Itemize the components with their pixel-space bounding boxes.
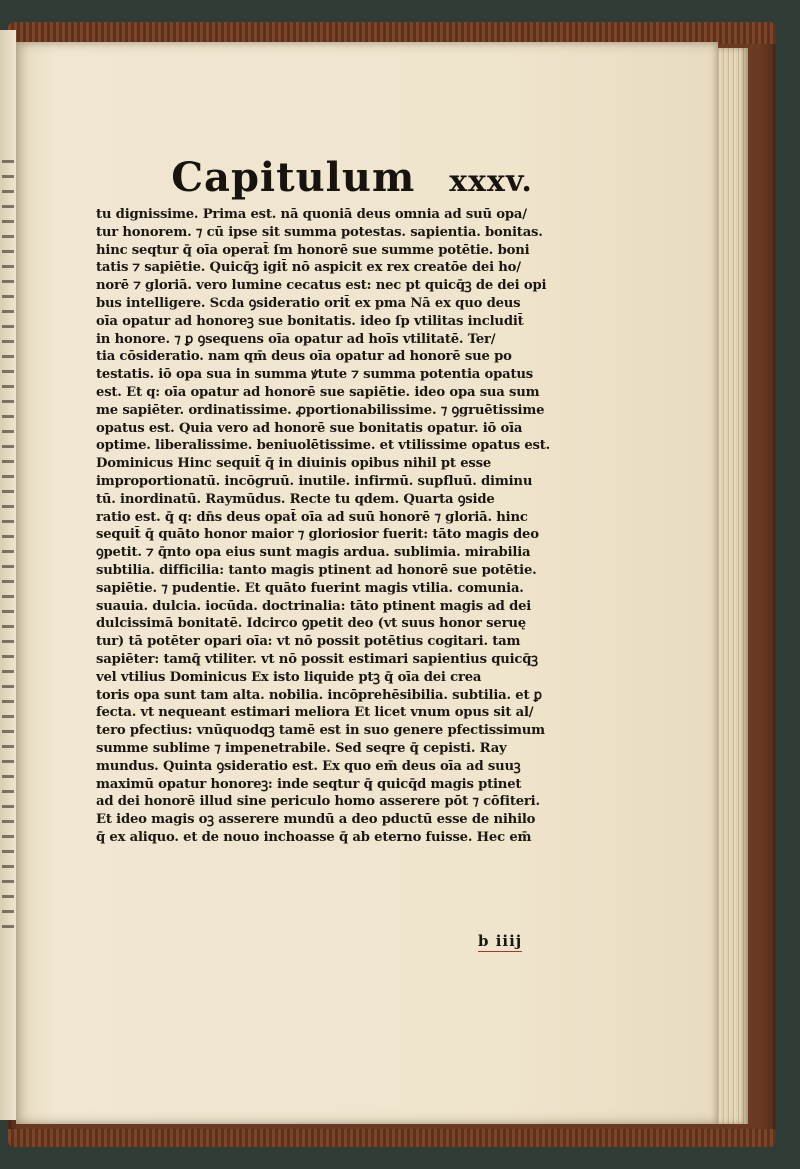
text-line: suauia. dulcia. iocūda. doctrinalia: tāto ptinent magis ad dei <box>96 598 532 614</box>
text-line: tur honorem. ⁊ cū ipse sit summa potestas. sapientia. bonitas. <box>96 224 543 240</box>
text-line: summe sublime ⁊ impenetrabile. Sed seqre q̄ cepisti. Ray <box>96 740 507 756</box>
text-line: q̄ ex aliquo. et de nouo inchoasse q̄ ab eterno fuisse. Hec em̄ <box>96 829 532 845</box>
text-line: ꝯpetit. ⁊ q̄nto opa eius sunt magis ardua. sublimia. mirabilia <box>96 545 531 561</box>
text-line: toris opa sunt tam alta. nobilia. incōprehēsibilia. subtilia. et ꝑ <box>96 687 542 703</box>
text-line: vel vtilius Dominicus Ex isto liquide ptꝫ q̄ oīa dei crea <box>96 669 482 685</box>
text-line: tero pfectius: vnūquodqꝫ tamē est in suo genere pfectissimum <box>96 723 545 739</box>
text-line: dulcissimā bonitatē. Idcirco ꝯpetit deo (vt suus honor seruę <box>96 616 526 632</box>
text-line: tū. inordinatū. Raymūdus. Recte tu qdem. Quarta ꝯside <box>96 491 495 507</box>
text-line: oīa opatur ad honoreꝫ sue bonitatis. ideo ſp vtilitas includit̄ <box>96 313 524 329</box>
left-page-margin <box>0 30 16 1120</box>
page-stack-edge <box>716 48 748 1124</box>
text-line: ad dei honorē illud sine periculo homo asserere pōt ⁊ cōfiteri. <box>96 794 540 810</box>
text-line: testatis. iō opa sua in summa ꝟtute ⁊ summa potentia opatus <box>96 367 533 383</box>
text-line: hinc seqtur q̄ oīa operat̄ ſm honorē sue summe potētie. boni <box>96 242 530 258</box>
text-line: improportionatū. incōgruū. inutile. infirmū. supfluū. diminu <box>96 473 533 489</box>
text-line: tur) tā potēter opari oīa: vt nō possit potētius cogitari. tam <box>96 634 521 650</box>
text-line: est. Et q: oīa opatur ad honorē sue sapiētie. ideo opa sua sum <box>96 384 540 400</box>
text-line: bus intelligere. Scda ꝯsideratio orit̄ ex pma Nā ex quo deus <box>96 295 521 311</box>
text-line: tatis ⁊ sapiētie. Quicq̄ꝫ igit̄ nō aspicit ex rex creatōe dei ho/ <box>96 260 521 276</box>
text-line: tu dignissime. Prima est. nā quoniā deus omnia ad suū opa/ <box>96 207 527 222</box>
chapter-heading-word: Capitulum <box>171 154 416 201</box>
text-line: me sapiēter. ordinatissime. ꝓportionabilissime. ⁊ ꝯgruētissime <box>96 402 545 418</box>
text-line: ratio est. q̄ q: dn̄s deus opat̄ oīa ad suū honorē ⁊ gloriā. hinc <box>96 509 528 525</box>
text-line: in honore. ⁊ ꝑ ꝯsequens oīa opatur ad hoīs vtilitatē. Ter/ <box>96 331 496 347</box>
chapter-heading <box>138 154 566 206</box>
text-line: tia cōsideratio. nam qm̄ deus oīa opatur ad honorē sue po <box>96 349 512 365</box>
right-page <box>16 42 718 1124</box>
chapter-heading-number: xxxv. <box>449 164 533 199</box>
text-line: sapiētie. ⁊ pudentie. Et quāto fuerint magis vtilia. comunia. <box>96 580 524 596</box>
text-line: sapiēter: tamq̄ vtiliter. vt nō possit estimari sapientius quicq̄ꝫ <box>96 651 538 667</box>
text-line: sequit̄ q̄ quāto honor maior ⁊ gloriosior fuerit: tāto magis deo <box>96 527 539 543</box>
left-page-bleed-text <box>2 160 14 940</box>
text-line: mundus. Quinta ꝯsideratio est. Ex quo em̄ deus oīa ad suuꝫ <box>96 758 521 774</box>
text-block <box>96 154 566 847</box>
signature-mark: b iiij <box>478 932 523 950</box>
text-line: maximū opatur honoreꝫ: inde seqtur q̄ quicq̄d magis ptinet <box>96 776 522 792</box>
text-line: opatus est. Quia vero ad honorē sue bonitatis opatur. iō oīa <box>96 420 523 436</box>
text-line: Dominicus Hinc sequit̄ q̄ in diuinis opibus nihil pt esse <box>96 456 492 472</box>
text-line: optime. liberalissime. beniuolētissime. et vtilissime opatus est. <box>96 438 551 454</box>
text-line: Et ideo magis oꝫ asserere mundū a deo pductū esse de nihilo <box>96 812 536 828</box>
text-line: fecta. vt nequeant estimari meliora Et licet vnum opus sit al/ <box>96 705 534 721</box>
text-lines <box>96 206 566 847</box>
text-line: subtilia. difficilia: tanto magis ptinent ad honorē sue potētie. <box>96 562 537 578</box>
text-line: norē ⁊ gloriā. vero lumine cecatus est: nec pt quicq̄ꝫ de dei opi <box>96 278 547 294</box>
